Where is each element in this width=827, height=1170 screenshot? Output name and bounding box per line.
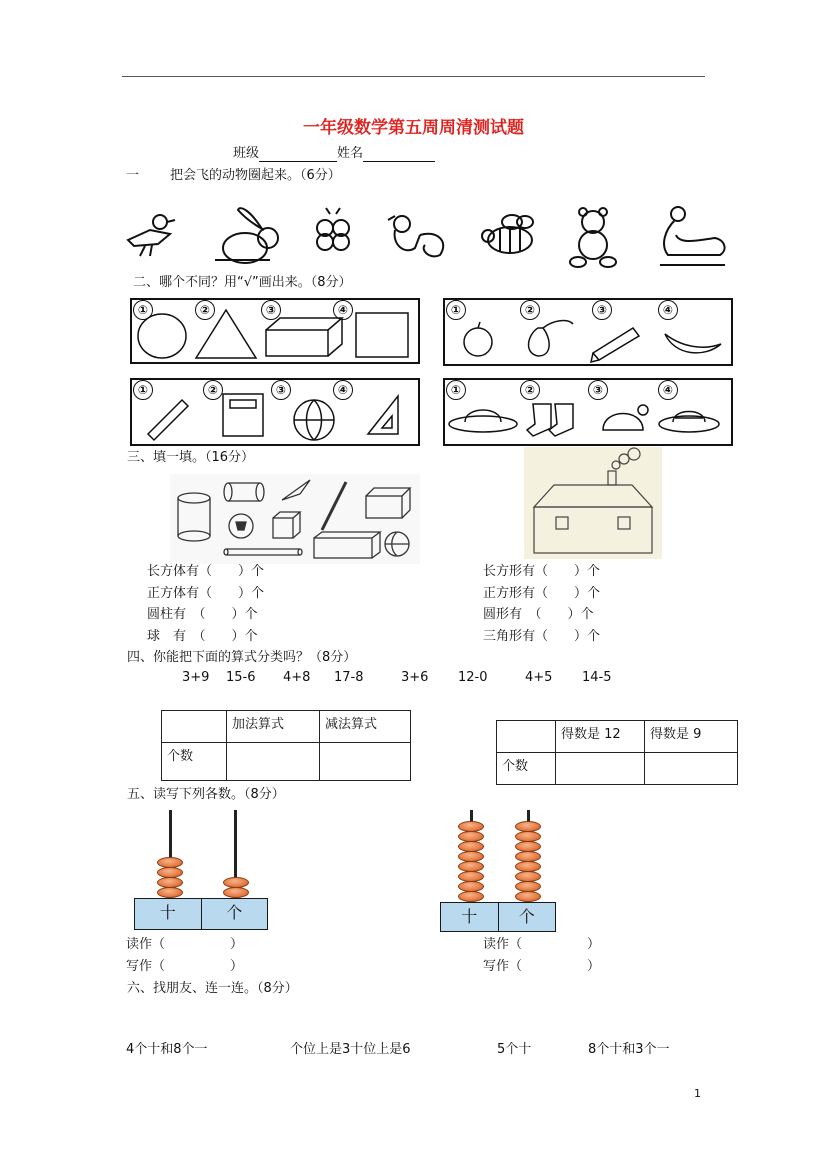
bee-icon [482,215,533,253]
match-item[interactable]: 8个十和3个一 [588,1042,670,1057]
table-header-result-12: 得数是 12 [556,721,645,753]
expression: 12-0 [458,670,488,685]
marker-1: ① [133,300,153,320]
ones-bead [223,877,249,888]
marker-2: ② [520,380,540,400]
ones-label: 个 [226,903,243,922]
header-rule [122,76,705,77]
match-item[interactable]: 个位上是3十位上是6 [290,1042,411,1057]
section-1-number: 一 [126,168,140,183]
section-5-title: 五、读写下列各数。（8分） [127,787,285,802]
expression: 3+9 [182,670,210,685]
tens-bead [458,841,484,852]
abacus-base [440,902,556,932]
class-blank[interactable] [259,147,337,162]
result-table [496,720,738,785]
tens-bead [458,881,484,892]
ones-bead [515,821,541,832]
set-square-icon [368,396,398,434]
ball-icon [294,400,334,440]
items-drawings [130,378,420,444]
table-header-result-9: 得数是 9 [645,721,738,753]
ones-bead [515,831,541,842]
bird-icon [128,215,175,256]
swan-icon [660,207,725,265]
answer-cell[interactable] [556,753,645,785]
marker-3: ③ [592,300,612,320]
count-square: 正方形有（ ）个 [483,586,601,601]
tens-bead [458,861,484,872]
marker-1: ① [133,380,153,400]
class-name-line [233,146,435,162]
expression: 4+8 [283,670,311,685]
count-cylinder: 圆柱有 （ ）个 [147,607,258,622]
table-corner [497,721,556,753]
marker-2: ② [520,300,540,320]
abacus-base [134,898,268,930]
cap-icon [603,405,648,430]
tens-bead [458,851,484,862]
page-title: 一年级数学第五周周清测试题 [303,118,524,138]
count-circle: 圆形有 （ ）个 [483,607,594,622]
apple-icon [464,322,492,356]
read-answer-2: 读作（ ） [483,937,601,952]
notebook-icon [223,394,263,436]
abacus-1 [134,810,268,928]
marker-4: ④ [658,380,678,400]
banana-icon [665,334,721,353]
table-corner [162,711,227,743]
marker-4: ④ [658,300,678,320]
hat-icon [449,410,517,432]
tens-label: 十 [135,899,202,929]
table-row-label: 个数 [497,753,556,785]
fruits-drawings [443,298,733,364]
write-answer-2: 写作（ ） [483,959,601,974]
marker-4: ④ [333,380,353,400]
squirrel-icon [388,216,443,256]
abacus-2 [440,810,556,930]
marker-3: ③ [588,380,608,400]
ones-bead [515,841,541,852]
expression: 15-6 [226,670,256,685]
expression: 3+6 [401,670,429,685]
ones-bead [223,887,249,898]
ruler-icon [148,400,188,440]
marker-1: ① [446,380,466,400]
section-1-title: 把会飞的动物圈起来。（6分） [170,168,341,183]
operation-type-table [161,710,411,781]
count-cube: 正方体有（ ）个 [147,586,265,601]
marker-1: ① [446,300,466,320]
tens-label: 十 [441,903,499,931]
ones-bead [515,871,541,882]
expression: 17-8 [334,670,364,685]
class-label: 班级 [233,146,260,161]
square-shape [356,313,408,357]
tens-bead [458,821,484,832]
butterfly-icon [317,208,349,250]
page-number: 1 [694,1087,701,1100]
marker-2: ② [195,300,215,320]
table-row-label: 个数 [162,743,227,781]
socks-icon [527,404,573,436]
tens-bead [458,891,484,902]
marker-2: ② [203,380,223,400]
count-sphere: 球 有 （ ）个 [147,629,258,644]
ones-bead [515,891,541,902]
straw-hat-icon [659,412,719,433]
ones-bead [515,881,541,892]
pencil-icon [591,328,639,362]
answer-cell[interactable] [320,743,411,781]
marker-3: ③ [271,380,291,400]
count-rectangle: 长方形有（ ）个 [483,564,601,579]
section-2-title: 二、哪个不同？用“√”画出来。（8分） [133,275,352,290]
pear-icon [529,321,573,356]
circle-shape [138,314,186,358]
expression: 4+5 [525,670,553,685]
section-6-title: 六、找朋友、连一连。（8分） [127,981,298,996]
rabbit-icon [215,208,278,263]
expression: 14-5 [582,670,612,685]
table-header-subtraction: 减法算式 [320,711,411,743]
ones-bead [515,851,541,862]
table-header-addition: 加法算式 [227,711,320,743]
tens-bead [458,871,484,882]
match-item[interactable]: 4个十和8个一 [126,1042,208,1057]
ones-bead [515,861,541,872]
section-4-title: 四、你能把下面的算式分类吗？（8分） [127,650,357,665]
tens-bead [157,857,183,868]
shapes-drawings [130,298,420,362]
solids-picture [170,474,420,564]
name-blank[interactable] [363,147,435,162]
marker-3: ③ [261,300,281,320]
marker-4: ④ [333,300,353,320]
section-3-title: 三、填一填。（16分） [127,450,255,465]
animals-row [120,200,730,275]
house-picture [524,447,662,559]
name-label: 姓名 [337,146,364,161]
tens-bead [458,831,484,842]
bear-icon [570,208,616,267]
tens-bead [157,877,183,888]
ones-label: 个 [518,907,535,926]
hats-drawings [443,378,733,444]
cuboid-shape [266,318,342,356]
count-triangle: 三角形有（ ）个 [483,629,601,644]
answer-cell[interactable] [227,743,320,781]
read-answer-1: 读作（ ） [126,937,244,952]
count-cuboid: 长方体有（ ）个 [147,564,265,579]
triangle-shape [196,310,256,358]
match-item[interactable]: 5个十 [497,1042,532,1057]
write-answer-1: 写作（ ） [126,959,244,974]
answer-cell[interactable] [645,753,738,785]
tens-bead [157,887,183,898]
tens-bead [157,867,183,878]
